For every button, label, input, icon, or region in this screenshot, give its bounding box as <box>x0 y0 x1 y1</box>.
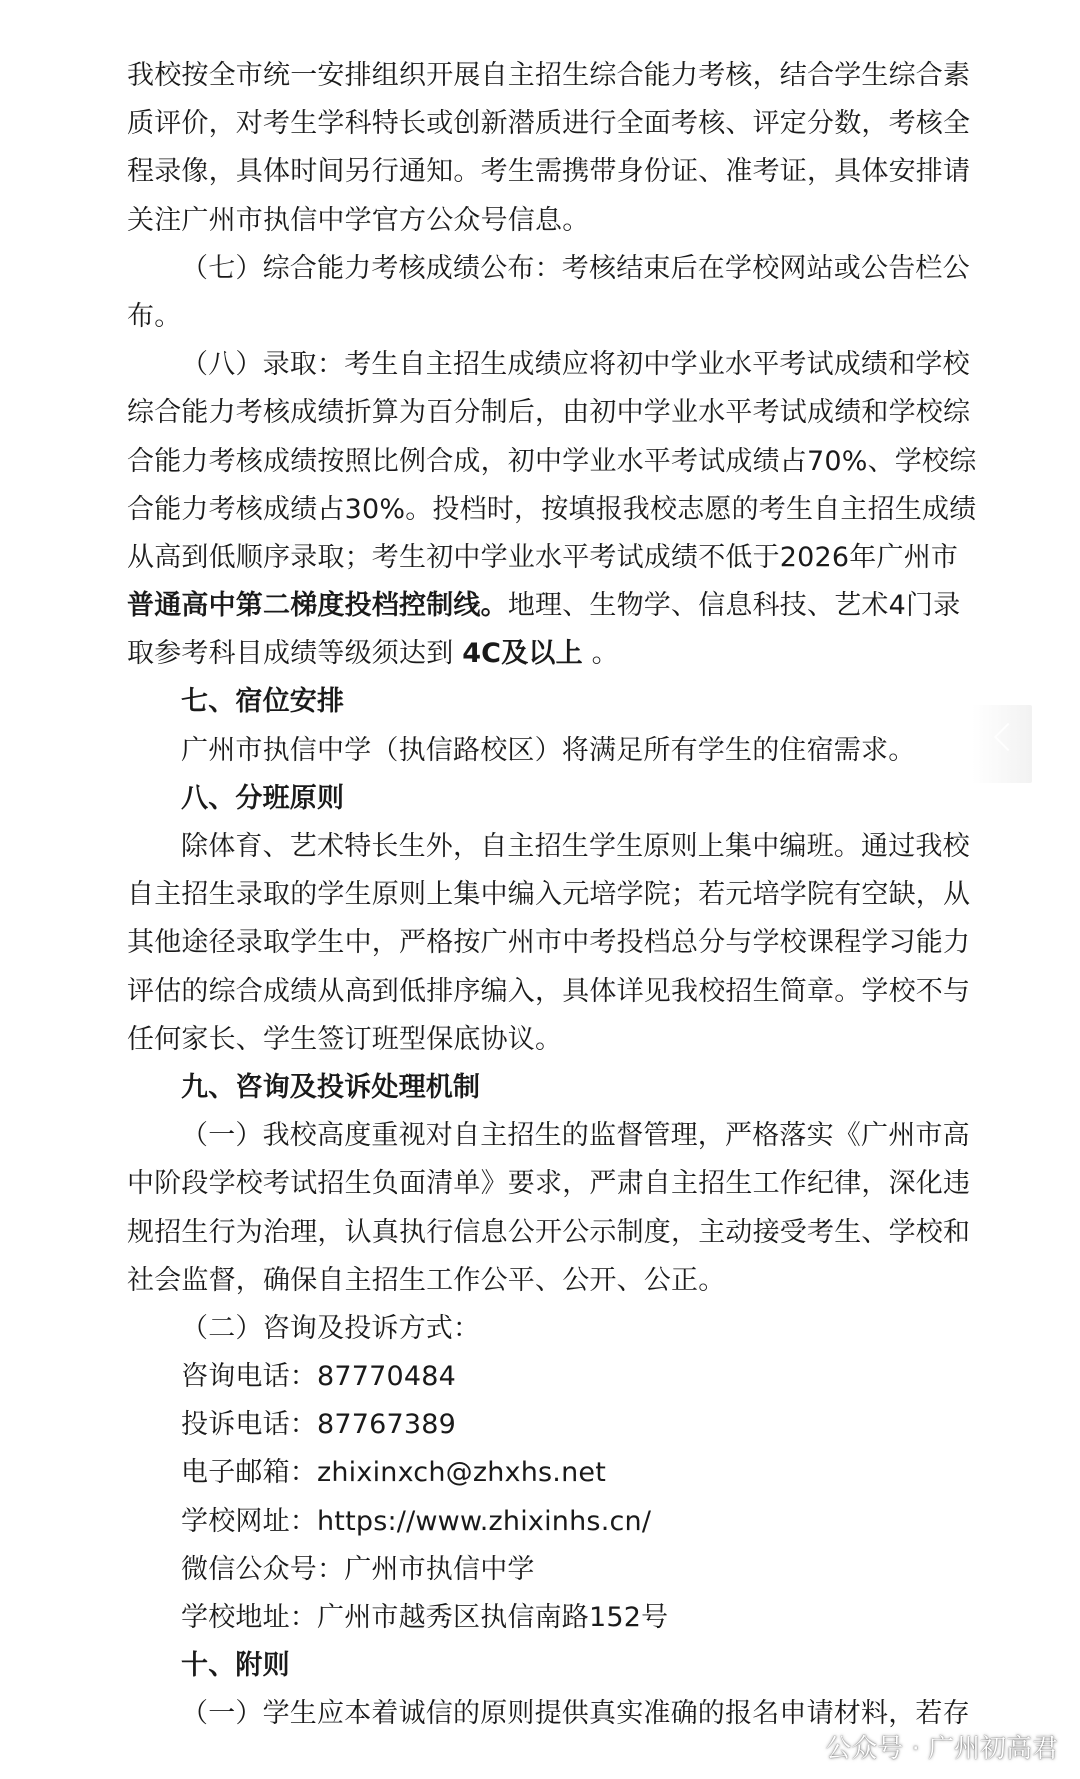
text-line <box>127 1112 975 1160</box>
text-line <box>127 341 975 389</box>
text-run: 布。 <box>127 300 182 332</box>
text-line <box>127 197 975 245</box>
text-line <box>127 245 975 293</box>
text-run: 任何家长、学生签订班型保底协议。 <box>127 1023 563 1055</box>
text-run: 七、宿位安排 <box>181 686 345 718</box>
text-run: 程录像，具体时间另行通知。考生需携带身份证、准考证，具体安排请 <box>127 156 971 188</box>
watermark <box>781 1728 1058 1765</box>
text-line <box>127 871 975 919</box>
text-line <box>127 1594 975 1642</box>
text-line <box>127 1305 975 1353</box>
text-line <box>127 582 975 630</box>
bold-text: 普通高中第二梯度投档控制线。 <box>127 590 508 622</box>
text-line <box>127 1353 975 1401</box>
text-line <box>127 534 975 582</box>
text-run: （七）综合能力考核成绩公布：考核结束后在学校网站或公告栏公 <box>181 252 970 284</box>
text-run: 取参考科目成绩等级须达到 <box>127 638 463 670</box>
text-line <box>127 1257 975 1305</box>
text-run: 微信公众号：广州市执信中学 <box>181 1553 535 1585</box>
text-run: 中阶段学校考试招生负面清单》要求，严肃自主招生工作纪律，深化违 <box>127 1168 971 1200</box>
section-heading <box>127 775 975 823</box>
text-run: 质评价，对考生学科特长或创新潜质进行全面考核、评定分数，考核全 <box>127 108 971 140</box>
text-run: （一）学生应本着诚信的原则提供真实准确的报名申请材料，若存 <box>181 1698 970 1730</box>
text-line <box>127 823 975 871</box>
text-line <box>127 1498 975 1546</box>
text-run: 合能力考核成绩按照比例合成，初中学业水平考试成绩占70%、学校综 <box>127 445 977 477</box>
text-run: 八、分班原则 <box>181 782 345 814</box>
text-line <box>127 727 975 775</box>
text-line <box>127 389 975 437</box>
text-run: 规招生行为治理，认真执行信息公开公示制度，主动接受考生、学校和 <box>127 1216 971 1248</box>
text-line <box>127 919 975 967</box>
text-run: 电子邮箱：zhixinxch@zhxhs.net <box>181 1457 606 1489</box>
text-run: 除体育、艺术特长生外，自主招生学生原则上集中编班。通过我校 <box>181 831 970 862</box>
text-run: 广州市执信中学（执信路校区）将满足所有学生的住宿需求。 <box>181 734 916 766</box>
text-run: 从高到低顺序录取；考生初中学业水平考试成绩不低于2026年广州市 <box>127 541 959 573</box>
text-line <box>127 148 975 196</box>
text-line <box>127 968 975 1016</box>
text-line <box>127 1401 975 1449</box>
text-line <box>127 1209 975 1257</box>
text-run: 合能力考核成绩占30%。投档时，按填报我校志愿的考生自主招生成绩 <box>127 493 977 525</box>
text-line <box>127 293 975 341</box>
text-run: 关注广州市执信中学官方公众号信息。 <box>127 204 590 236</box>
text-line <box>127 52 975 100</box>
text-line <box>127 100 975 148</box>
text-line <box>127 1546 975 1594</box>
section-heading <box>127 1064 975 1112</box>
text-run: 学校地址：广州市越秀区执信南路152号 <box>181 1602 669 1633</box>
text-run: （八）录取：考生自主招生成绩应将初中学业水平考试成绩和学校 <box>181 349 970 381</box>
text-line <box>127 1449 975 1497</box>
watermark-text: 公众号 · 广州初高君 <box>825 1734 1058 1764</box>
text-run: 评估的综合成绩从高到低排序编入，具体详见我校招生简章。学校不与 <box>127 975 971 1007</box>
text-line <box>127 1016 975 1064</box>
text-run: 十、附则 <box>181 1650 290 1682</box>
section-heading <box>127 678 975 726</box>
wechat-icon <box>781 1730 815 1764</box>
text-run: 我校按全市统一安排组织开展自主招生综合能力考核，结合学生综合素 <box>127 60 971 91</box>
text-run: 自主招生录取的学生原则上集中编入元培学院；若元培学院有空缺，从 <box>127 879 971 911</box>
text-run: 综合能力考核成绩折算为百分制后，由初中学业水平考试成绩和学校综 <box>127 397 971 429</box>
bold-text: 4C及以上 <box>462 638 583 670</box>
text-run: 投诉电话：87767389 <box>181 1409 457 1441</box>
text-line <box>127 438 975 486</box>
text-run: （一）我校高度重视对自主招生的监督管理，严格落实《广州市高 <box>181 1120 970 1152</box>
text-line <box>127 1160 975 1208</box>
section-heading <box>127 1642 975 1690</box>
text-run: 九、咨询及投诉处理机制 <box>181 1071 481 1103</box>
text-run: 。 <box>582 638 619 670</box>
text-line <box>127 630 975 678</box>
text-run: （二）咨询及投诉方式： <box>181 1312 481 1344</box>
chevron-left-icon <box>994 723 1022 751</box>
text-run: 咨询电话：87770484 <box>181 1361 457 1393</box>
text-run: 其他途径录取学生中，严格按广州市中考投档总分与学校课程学习能力 <box>127 927 971 959</box>
text-line <box>127 486 975 534</box>
text-run: 社会监督，确保自主招生工作公平、公开、公正。 <box>127 1264 726 1296</box>
text-run: 学校网址：https://www.zhixinhs.cn/ <box>181 1505 652 1537</box>
document-body <box>127 52 975 1739</box>
page-edge-overlay <box>972 705 1032 783</box>
text-run: 地理、生物学、信息科技、艺术4门录 <box>507 590 961 622</box>
